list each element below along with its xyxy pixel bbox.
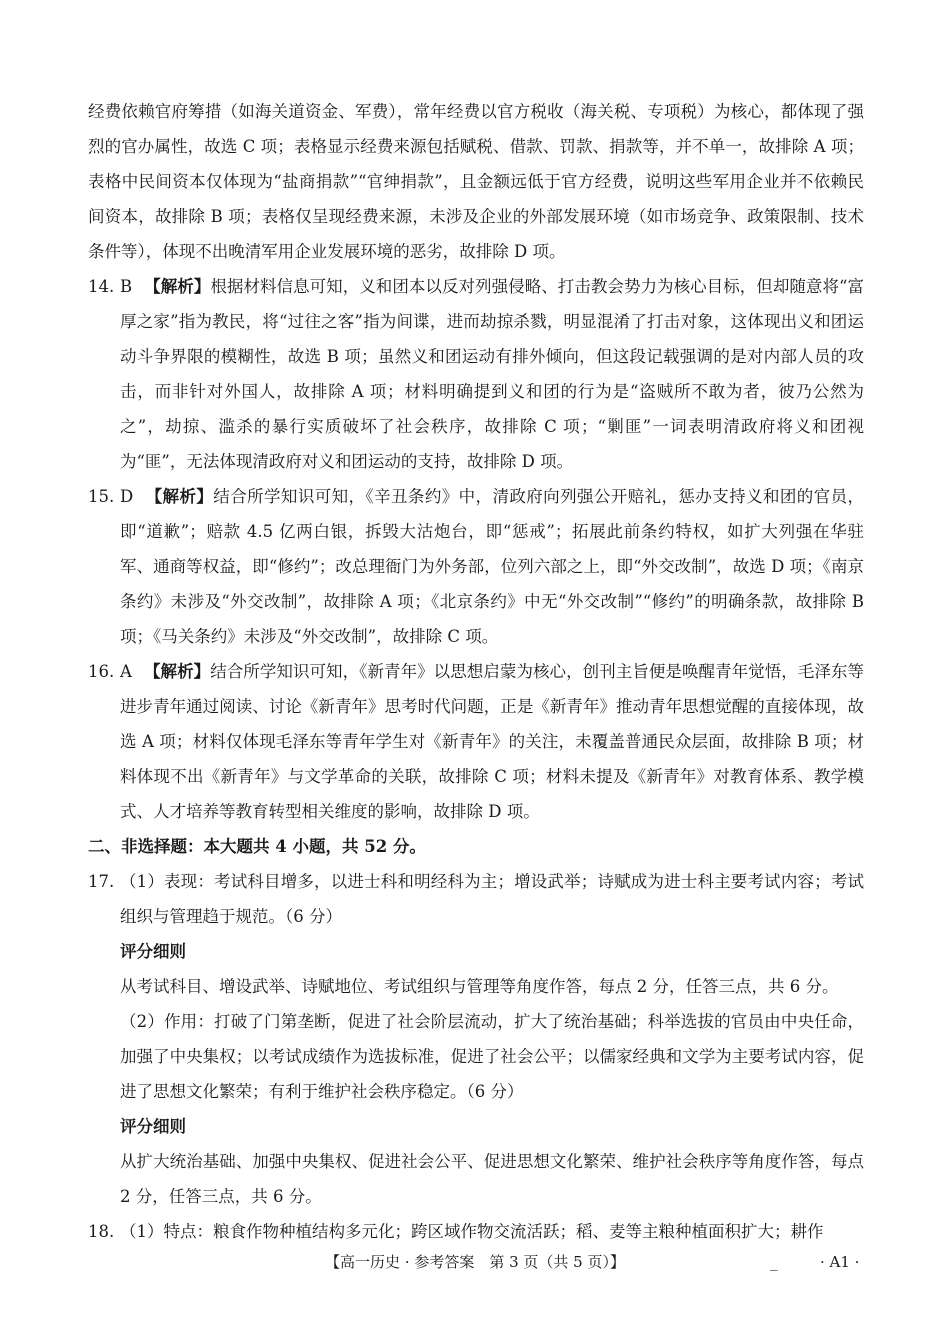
answer-item-15 bbox=[88, 479, 864, 654]
answer-letter: D bbox=[120, 487, 134, 506]
answer-body: （1）表现：考试科目增多，以进士科和明经科为主；增设武举；诗赋成为进士科主要考试内容；考试组织与管理趋于规范。（6 分） bbox=[120, 872, 864, 926]
footer-mark: _ bbox=[770, 1253, 778, 1271]
answer-content bbox=[88, 94, 864, 1249]
section-title: 二、非选择题：本大题共 4 小题，共 52 分。 bbox=[88, 837, 426, 856]
footer-title: 【高一历史 · 参考答案 第 3 页（共 5 页）】 bbox=[325, 1253, 625, 1271]
answer-item-17 bbox=[88, 864, 864, 934]
rubric-heading: 评分细则 bbox=[120, 942, 186, 961]
answer-letter: B bbox=[120, 277, 133, 296]
footer-code: · A1 · bbox=[820, 1253, 860, 1271]
answer-body bbox=[120, 269, 864, 479]
lead-paragraph: 经费依赖官府筹措（如海关道资金、军费），常年经费以官方税收（海关税、专项税）为核心，都体现了强烈的官办属性，故选 C 项；表格显示经费来源包括赋税、借款、罚款、捐款等，并不单一，故排除 A 项；表格中民间资本仅体现为“盐商捐款”“官绅捐款”，且金额远低于官方经费，说明这些军用企业并不依赖民间资本，故排除 B 项；表格仅呈现经费来源，未涉及企业的外部发展环境（如市场竞争、政策限制、技术条件等），体现不出晚清军用企业发展环境的恶劣，故排除 D 项。 bbox=[88, 102, 864, 261]
answer-item-14 bbox=[88, 269, 864, 479]
answer-body bbox=[120, 479, 864, 654]
analysis-tag: 【解析】 bbox=[145, 487, 214, 506]
answer-item-18 bbox=[88, 1214, 864, 1249]
analysis-text: 结合所学知识可知，《新青年》以思想启蒙为核心，创刊主旨便是唤醒青年觉悟，毛泽东等进步青年通过阅读、讨论《新青年》思考时代问题，正是《新青年》推动青年思想觉醒的直接体现，故选 A 项；材料仅体现毛泽东等青年学生对《新青年》的关注，未覆盖普通民众层面，故排除 B 项；材料体现不出《新青年》与文学革命的关联，故排除 C 项；材料未提及《新青年》对教育体系、教学模式、人才培养等教育转型相关维度的影响，故排除 D 项。 bbox=[120, 662, 865, 821]
question-number: 18. bbox=[88, 1222, 115, 1241]
answer-body: （1）特点：粮食作物种植结构多元化；跨区域作物交流活跃；稻、麦等主粮种植面积扩大；耕作 bbox=[120, 1222, 824, 1241]
rubric-text: 从考试科目、增设武举、诗赋地位、考试组织与管理等角度作答，每点 2 分，任答三点，共 6 分。 bbox=[120, 977, 839, 996]
answer-part: （2）作用：打破了门第垄断，促进了社会阶层流动，扩大了统治基础；科举选拔的官员由中央任命，加强了中央集权；以考试成绩作为选拔标准，促进了社会公平；以儒家经典和文学为主要考试内容，促进了思想文化繁荣；有利于维护社会秩序稳定。（6 分） bbox=[120, 1012, 864, 1101]
answer-item-16 bbox=[88, 654, 864, 829]
analysis-text: 结合所学知识可知，《辛丑条约》中，清政府向列强公开赔礼，惩办支持义和团的官员，即“道歉”；赔款 4.5 亿两白银，拆毁大沽炮台，即“惩戒”；拓展此前条约特权，如扩大列强在华驻军、通商等权益，即“修约”；改总理衙门为外务部，位列六部之上，即“外交改制”，故选 D 项；《南京条约》未涉及“外交改制”，故排除 A 项；《北京条约》中无“外交改制”“修约”的明确条款，故排除 B 项；《马关条约》未涉及“外交改制”，故排除 C 项。 bbox=[120, 487, 865, 646]
page-footer bbox=[0, 1250, 950, 1274]
question-number: 15. bbox=[88, 487, 115, 506]
answer-letter: A bbox=[120, 662, 132, 681]
question-number: 17. bbox=[88, 872, 115, 891]
rubric-heading: 评分细则 bbox=[120, 1117, 186, 1136]
analysis-tag: 【解析】 bbox=[143, 662, 211, 681]
rubric-text: 从扩大统治基础、加强中央集权、促进社会公平、促进思想文化繁荣、维护社会秩序等角度作答，每点 2 分，任答三点，共 6 分。 bbox=[120, 1152, 864, 1206]
question-number: 16. bbox=[88, 662, 115, 681]
analysis-tag: 【解析】 bbox=[144, 277, 211, 296]
analysis-text: 根据材料信息可知，义和团本以反对列强侵略、打击教会势力为核心目标，但却随意将“富厚之家”指为教民，将“过往之客”指为间谍，进而劫掠杀戮，明显混淆了打击对象，这体现出义和团运动斗争界限的模糊性，故选 B 项；虽然义和团运动有排外倾向，但这段记载强调的是对内部人员的攻击，而非针对外国人，故排除 A 项；材料明确提到义和团的行为是“盗贼所不敢为者，彼乃公然为之”，劫掠、滥杀的暴行实质破坏了社会秩序，故排除 C 项；“剿匪”一词表明清政府将义和团视为“匪”，无法体现清政府对义和团运动的支持，故排除 D 项。 bbox=[120, 277, 864, 471]
question-number: 14. bbox=[88, 277, 115, 296]
answer-body bbox=[120, 654, 864, 829]
